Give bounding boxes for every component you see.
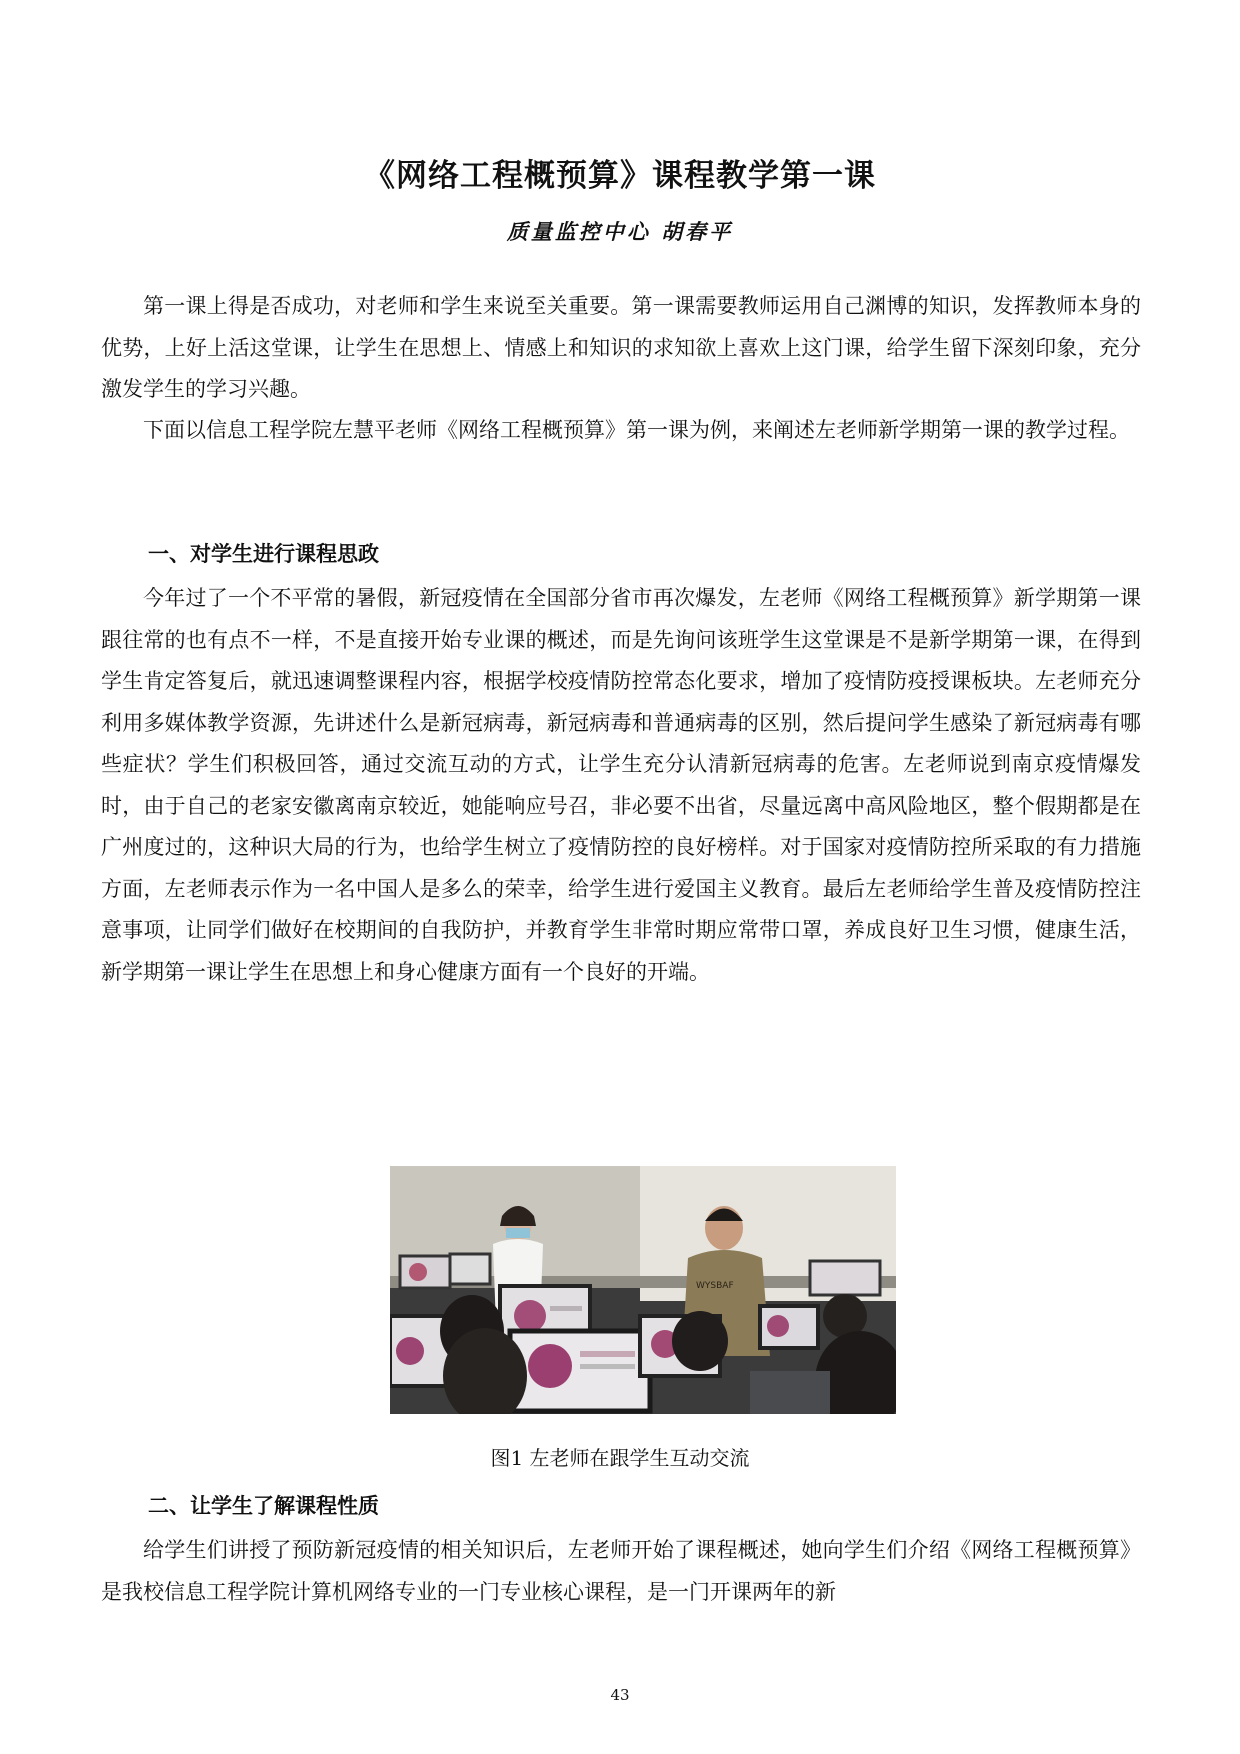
paragraph-section-2: 给学生们讲授了预防新冠疫情的相关知识后，左老师开始了课程概述，她向学生们介绍《网络工程概预算》是我校信息工程学院计算机网络专业的一门专业核心课程，是一门开课两年的新 <box>101 1538 1141 1604</box>
author-line: 质量监控中心 胡春平 <box>506 219 734 244</box>
page-number: 43 <box>610 1686 630 1704</box>
svg-text:WYSBAF: WYSBAF <box>696 1281 734 1291</box>
classroom-photo <box>390 1166 896 1414</box>
section-heading-1: 一、对学生进行课程思政 <box>148 542 379 566</box>
paragraph-intro: 第一课上得是否成功，对老师和学生来说至关重要。第一课需要教师运用自己渊博的知识，发挥教师本身的优势，上好上活这堂课，让学生在思想上、情感上和知识的求知欲上喜欢上这门课，给学生留下深刻印象，充分激发学生的学习兴趣。 <box>101 294 1141 401</box>
figure-caption: 图1 左老师在跟学生互动交流 <box>490 1446 750 1470</box>
paragraph-section-1: 今年过了一个不平常的暑假，新冠疫情在全国部分省市再次爆发，左老师《网络工程概预算》新学期第一课跟往常的也有点不一样，不是直接开始专业课的概述，而是先询问该班学生这堂课是不是新学期第一课，在得到学生肯定答复后，就迅速调整课程内容，根据学校疫情防控常态化要求，增加了疫情防疫授课板块。左老师充分利用多媒体教学资源，先讲述什么是新冠病毒，新冠病毒和普通病毒的区别，然后提问学生感染了新冠病毒有哪些症状？学生们积极回答，通过交流互动的方式，让学生充分认清新冠病毒的危害。左老师说到南京疫情爆发时，由于自己的老家安徽离南京较近，她能响应号召，非必要不出省，尽量远离中高风险地区，整个假期都是在广州度过的，这种识大局的行为，也给学生树立了疫情防控的良好榜样。对于国家对疫情防控所采取的有力措施方面，左老师表示作为一名中国人是多么的荣幸，给学生进行爱国主义教育。最后左老师给学生普及疫情防控注意事项，让同学们做好在校期间的自我防护，并教育学生非常时期应常带口罩，养成良好卫生习惯，健康生活，新学期第一课让学生在思想上和身心健康方面有一个良好的开端。 <box>101 586 1141 984</box>
article-title: 《网络工程概预算》课程教学第一课 <box>364 158 876 194</box>
paragraph-example: 下面以信息工程学院左慧平老师《网络工程概预算》第一课为例，来阐述左老师新学期第一课的教学过程。 <box>143 418 1130 442</box>
section-heading-2: 二、让学生了解课程性质 <box>148 1494 379 1518</box>
